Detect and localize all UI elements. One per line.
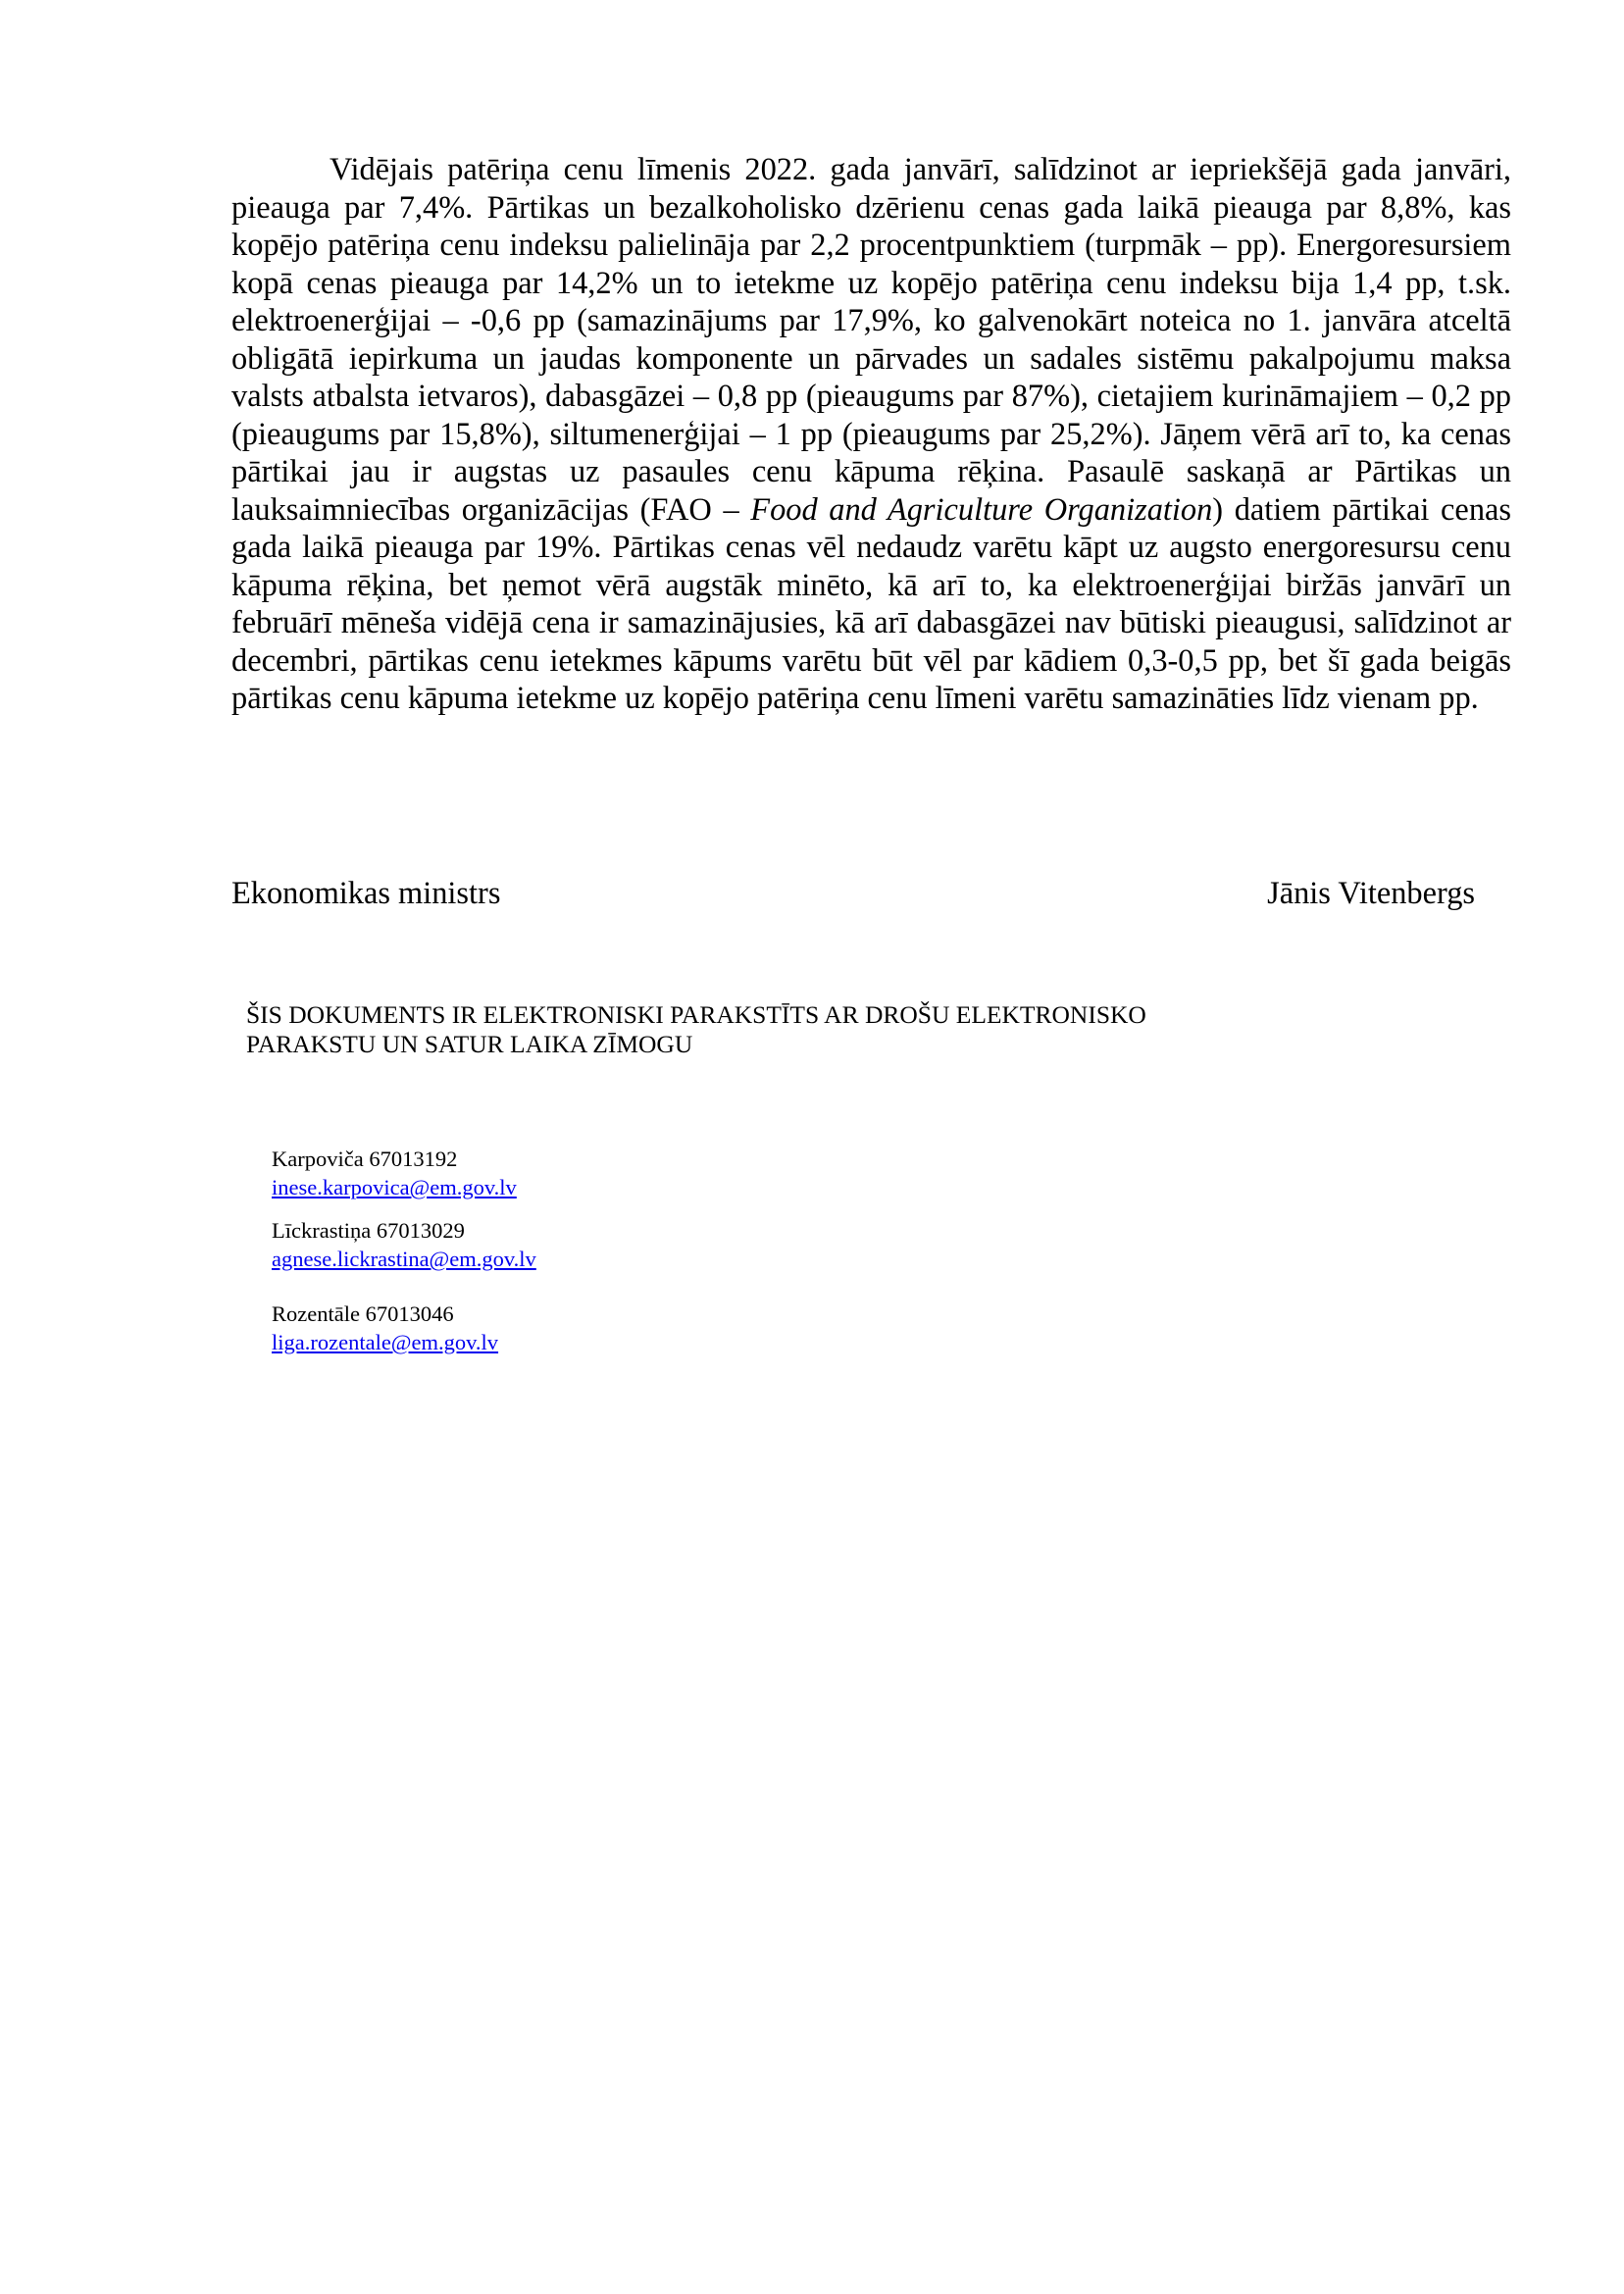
contact-block	[272, 1145, 517, 1201]
signature-notice-line-2: PARAKSTU UN SATUR LAIKA ZĪMOGU	[246, 1030, 693, 1058]
contact-block	[272, 1216, 536, 1273]
paragraph-italic-term: Food and Agriculture Organization	[750, 491, 1213, 528]
electronic-signature-notice	[246, 1000, 1325, 1059]
paragraph-text-part-1: Vidējais patēriņa cenu līmenis 2022. gada janvārī, salīdzinot ar iepriekšējā gada janvāri, pieauga par 7,4%. Pārtikas un bezalkoholisko dzērienu cenas gada laikā pieauga par 8,8%, kas kopējo patēriņa cenu indeksu palielināja par 2,2 procentpunktiem (turpmāk – pp). Energoresursiem kopā cenas pieauga par 14,2% un to ietekme uz kopējo patēriņa cenu indeksu bija 1,4 pp, t.sk. elektroenerģijai – -0,6 pp (samazinājums par 17,9%, ko galvenokārt noteica no 1. janvāra atceltā obligātā iepirkuma un jaudas komponente un pārvades un sadales sistēmu pakalpojumu maksa valsts atbalsta ietvaros), dabasgāzei – 0,8 pp (pieaugums par 87%), cietajiem kurināmajiem – 0,2 pp (pieaugums par 15,8%), siltumenerģijai – 1 pp (pieaugums par 25,2%). Jāņem vērā arī to, ka cenas pārtikai jau ir augstas uz pasaules cenu kāpuma rēķina. Pasaulē saskaņā ar Pārtikas un lauksaimniecības organizācijas (FAO –	[231, 152, 1511, 528]
contact-email-link[interactable]: liga.rozentale@em.gov.lv	[272, 1330, 499, 1354]
contact-name-phone: Rozentāle 67013046	[272, 1301, 454, 1326]
signatory-name: Jānis Vitenbergs	[1267, 876, 1475, 911]
contact-block	[272, 1300, 498, 1356]
contact-name-phone: Līckrastiņa 67013029	[272, 1218, 465, 1243]
signatory-title: Ekonomikas ministrs	[231, 876, 501, 911]
body-paragraph	[231, 151, 1511, 718]
contact-email-link[interactable]: agnese.lickrastina@em.gov.lv	[272, 1247, 536, 1271]
contact-name-phone: Karpoviča 67013192	[272, 1147, 458, 1171]
paragraph-text-part-2: ) datiem pārtikai cenas gada laikā pieauga par 19%. Pārtikas cenas vēl nedaudz varētu kāpt uz augsto energoresursu cenu kāpuma rēķina, bet ņemot vērā augstāk minēto, kā arī to, ka elektroenerģijai biržās janvārī un februārī mēneša vidējā cena ir samazinājusies, kā arī dabasgāzei nav būtiski pieaugusi, salīdzinot ar decembri, pārtikas cenu ietekmes kāpums varētu būt vēl par kādiem 0,3-0,5 pp, bet šī gada beigās pārtikas cenu kāpuma ietekme uz kopējo patēriņa cenu līmeni varētu samazināties līdz vienam pp.	[231, 491, 1511, 716]
contact-email-link[interactable]: inese.karpovica@em.gov.lv	[272, 1175, 517, 1199]
signature-notice-line-1: ŠIS DOKUMENTS IR ELEKTRONISKI PARAKSTĪTS AR DROŠU ELEKTRONISKO	[246, 1000, 1146, 1029]
